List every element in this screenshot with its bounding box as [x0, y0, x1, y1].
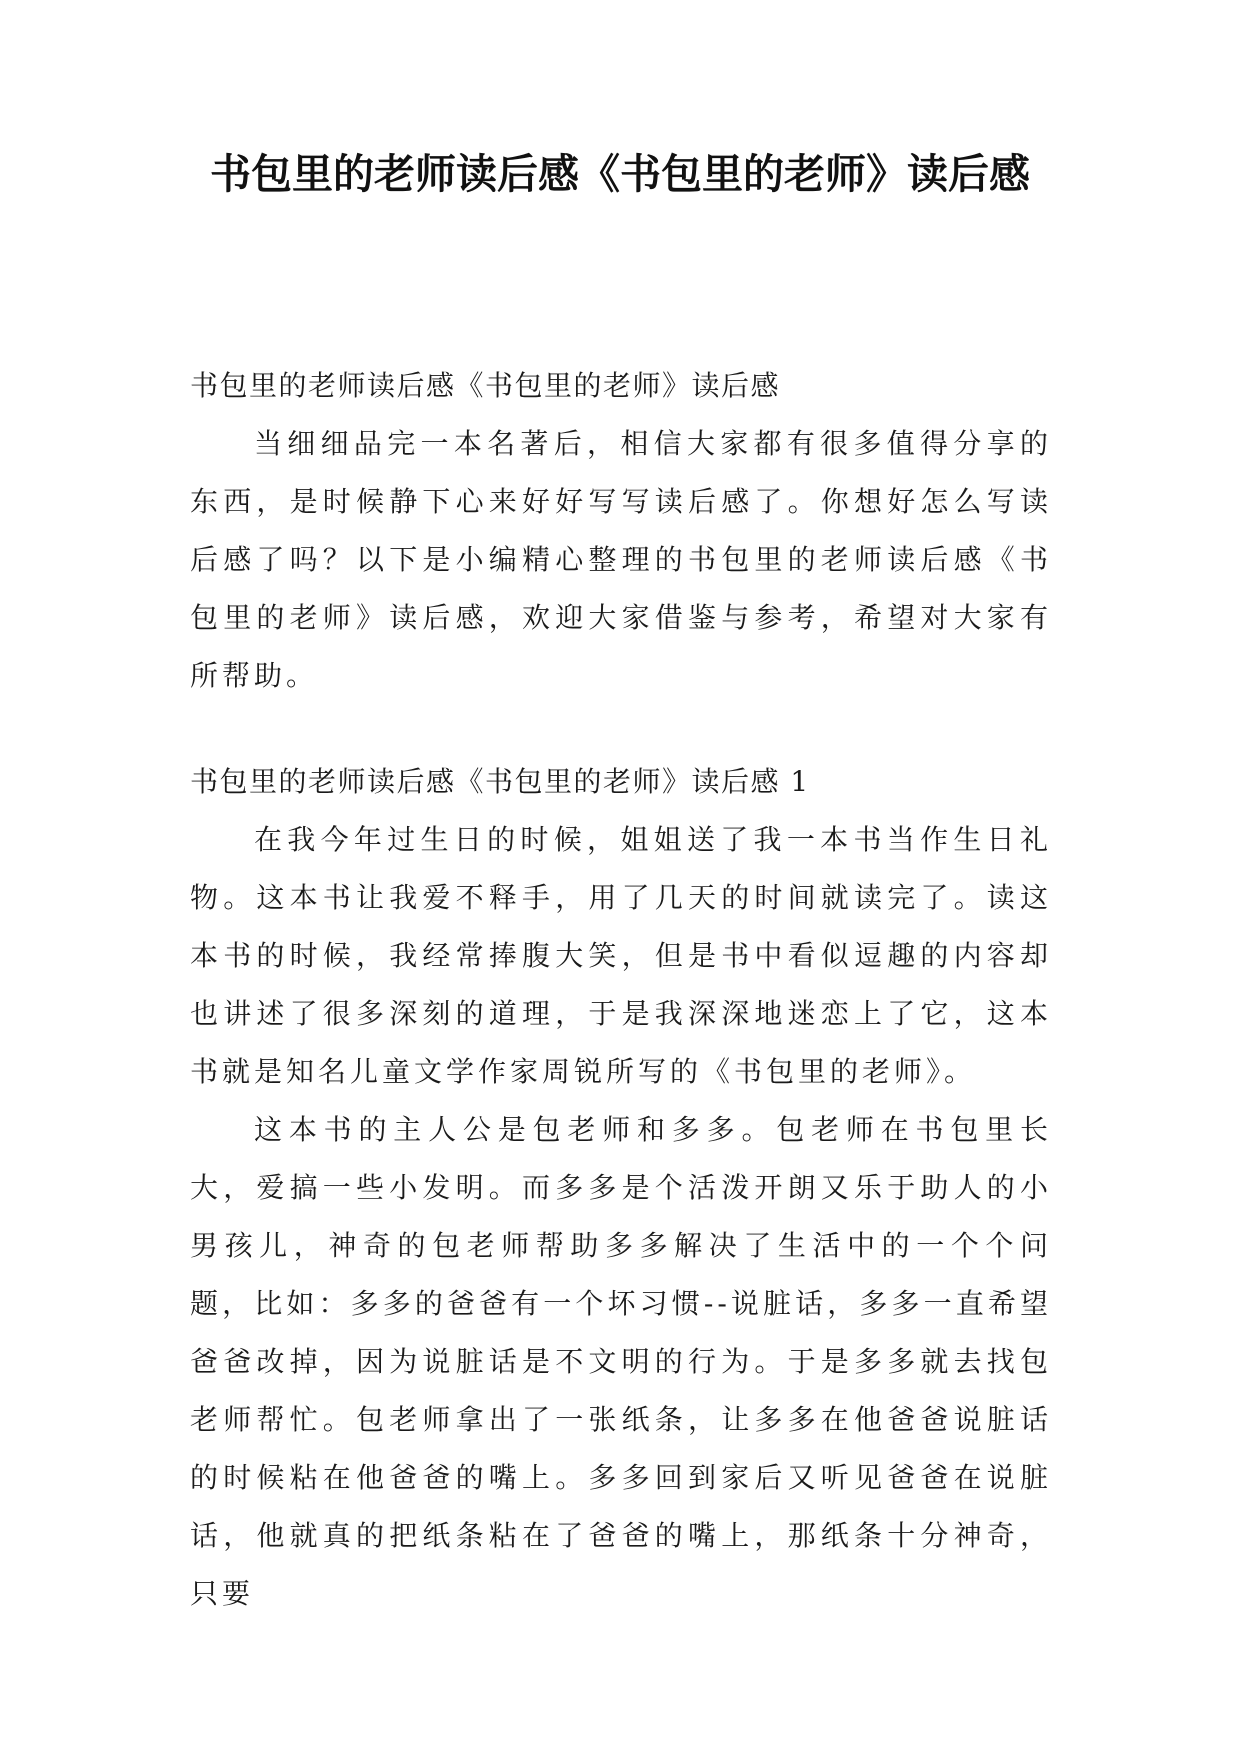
body-paragraph: 在我今年过生日的时候，姐姐送了我一本书当作生日礼物。这本书让我爱不释手，用了几天的时间就读完了。读这本书的时候，我经常捧腹大笑，但是书中看似逗趣的内容却也讲述了很多深刻的道理，于是我深深地迷恋上了它，这本书就是知名儿童文学作家周锐所写的《书包里的老师》。	[190, 823, 1052, 1088]
document-title: 书包里的老师读后感《书包里的老师》读后感	[210, 150, 1030, 198]
section-heading: 书包里的老师读后感《书包里的老师》读后感 1	[190, 765, 810, 798]
document-body	[190, 357, 1052, 1623]
intro-paragraph: 当细细品完一本名著后，相信大家都有很多值得分享的东西，是时候静下心来好好写写读后感了。你想好怎么写读后感了吗？以下是小编精心整理的书包里的老师读后感《书包里的老师》读后感，欢迎大家借鉴与参考，希望对大家有所帮助。	[190, 427, 1052, 692]
section-spacer	[190, 705, 1052, 753]
body-paragraph: 这本书的主人公是包老师和多多。包老师在书包里长大，爱搞一些小发明。而多多是个活泼开朗又乐于助人的小男孩儿，神奇的包老师帮助多多解决了生活中的一个个问题，比如：多多的爸爸有一个坏习惯--说脏话，多多一直希望爸爸改掉，因为说脏话是不文明的行为。于是多多就去找包老师帮忙。包老师拿出了一张纸条，让多多在他爸爸说脏话的时候粘在他爸爸的嘴上。多多回到家后又听见爸爸在说脏话，他就真的把纸条粘在了爸爸的嘴上，那纸条十分神奇，只要	[190, 1113, 1052, 1610]
document-subtitle: 书包里的老师读后感《书包里的老师》读后感	[190, 369, 781, 402]
